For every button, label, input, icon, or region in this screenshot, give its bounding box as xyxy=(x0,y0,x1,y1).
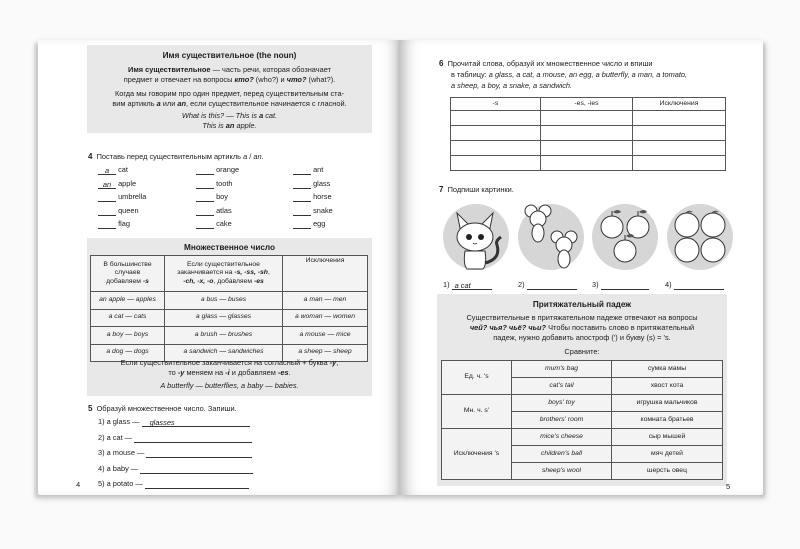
table-row: Мн. ч. s' boys' toy игрушка мальчиков xyxy=(442,395,723,412)
list-item: boy xyxy=(196,192,276,206)
task4-column-3 xyxy=(293,165,373,233)
possessive-rule-line3: падеж, нужно добавить апостроф (') и букву (s) = 's. xyxy=(493,333,671,342)
table-row: a cat — cats a glass — glasses a woman — women xyxy=(91,309,368,327)
plural-box-title: Множественное число xyxy=(184,243,275,252)
table-row: an apple — apples a bus — buses a man — men xyxy=(91,292,368,310)
answer-blank[interactable] xyxy=(196,166,214,175)
noun-box-title: Имя существительное (the noun) xyxy=(162,51,297,60)
table-row: sheep's wool шерсть овец xyxy=(442,463,723,480)
list-item: 5) a potato — xyxy=(98,479,253,495)
table-header: Исключения xyxy=(283,256,368,292)
article-example-1: What is this? — This is a cat. xyxy=(181,111,278,120)
list-item: horse xyxy=(293,192,373,206)
plural-y-example: A butterfly — butterflies, a baby — babies. xyxy=(160,381,299,390)
answer-line[interactable] xyxy=(146,449,252,458)
list-item: cake xyxy=(196,219,276,233)
list-item: a cat xyxy=(98,165,178,179)
list-item: 2) a cat — xyxy=(98,433,253,449)
answer-blank[interactable]: an xyxy=(98,180,116,189)
table-row: a boy — boys a brush — brushes a mouse — mice xyxy=(91,327,368,345)
answer-line[interactable] xyxy=(145,480,249,489)
answer-line[interactable] xyxy=(527,281,577,290)
possessive-rule-line1: Существительные в притяжательном падеже отвечают на вопросы xyxy=(466,313,698,322)
apples-picture xyxy=(592,204,658,270)
answer-blank[interactable] xyxy=(196,193,214,202)
table-header: -s xyxy=(451,98,541,111)
table-row xyxy=(451,156,726,171)
answer-blank[interactable] xyxy=(196,180,214,189)
task7-pictures xyxy=(439,197,739,275)
article-rule-line1: Когда мы говорим про один предмет, перед существительным ста- xyxy=(114,89,345,98)
answer-blank[interactable]: a xyxy=(98,166,116,175)
cat-picture xyxy=(443,204,509,270)
task4-instruction: 4 Поставь перед существительным артикль a / an. xyxy=(88,152,264,161)
task6-table xyxy=(450,97,726,171)
oranges-picture xyxy=(667,204,733,270)
plural-table xyxy=(90,255,368,362)
answer-blank[interactable] xyxy=(293,207,311,216)
list-item: flag xyxy=(98,219,178,233)
table-row: children's ball мяч детей xyxy=(442,446,723,463)
page-number-right: 5 xyxy=(726,482,731,491)
table-row: Ед. ч. 's mum's bag сумка мамы xyxy=(442,361,723,378)
task5-list xyxy=(98,417,253,495)
table-row xyxy=(451,126,726,141)
list-item: 3) a mouse — xyxy=(98,448,253,464)
table-header: В большинстве случаев добавляем -s xyxy=(91,256,165,292)
task5-instruction: 5 Образуй множественное число. Запиши. xyxy=(88,404,237,413)
task6-instruction-line2: в таблицу: a glass, a cat, a mouse, an egg, a butterfly, a man, a tomato, xyxy=(451,70,688,79)
list-item: 4) a baby — xyxy=(98,464,253,480)
answer-blank[interactable] xyxy=(293,166,311,175)
task4-column-2 xyxy=(196,165,276,233)
table-header: Если существительное заканчивается на -s, -ss, -sh, -ch, -x, -o, добавляем -es xyxy=(165,256,283,292)
noun-definition-line1: Имя существительное — часть речи, которая обозначает xyxy=(128,65,331,74)
possessive-rule-line2: чей? чья? чьё? чьи? Чтобы поставить слово в притяжательный xyxy=(469,323,695,332)
page-number-left: 4 xyxy=(76,480,81,489)
answer-blank[interactable] xyxy=(293,193,311,202)
answer-blank[interactable] xyxy=(293,180,311,189)
article-rule-line2: вим артикль a или an, если существительное начинается с гласной. xyxy=(112,99,347,108)
answer-blank[interactable] xyxy=(293,220,311,229)
picture-label-3: 3) xyxy=(592,280,649,290)
list-item: orange xyxy=(196,165,276,179)
table-row xyxy=(451,141,726,156)
left-page xyxy=(38,40,402,495)
list-item: atlas xyxy=(196,206,276,220)
list-item: glass xyxy=(293,179,373,193)
possessive-table xyxy=(441,360,723,480)
task4-column-1 xyxy=(98,165,178,233)
table-row: brothers' room комната братьев xyxy=(442,412,723,429)
mice-picture xyxy=(518,204,584,270)
list-item: an apple xyxy=(98,179,178,193)
answer-blank[interactable] xyxy=(196,220,214,229)
plural-y-rule-line2: то -y меняем на -i и добавляем -es. xyxy=(168,368,291,377)
answer-blank[interactable] xyxy=(98,193,116,202)
list-item: tooth xyxy=(196,179,276,193)
table-row: Исключения 's mice's cheese сыр мышей xyxy=(442,429,723,446)
answer-line[interactable] xyxy=(134,434,252,443)
plural-y-rule-line1: Если существительное заканчивается на согласный + буква -y, xyxy=(120,358,339,367)
article-example-2: This is an apple. xyxy=(202,121,257,130)
task6-instruction-line3: a sheep, a boy, a snake, a sandwich. xyxy=(451,81,573,90)
answer-blank[interactable] xyxy=(98,207,116,216)
compare-label: Сравните: xyxy=(564,347,600,356)
list-item: ant xyxy=(293,165,373,179)
table-header: -es, -ies xyxy=(541,98,633,111)
task6-instruction-line1: 6 Прочитай слова, образуй их множественное число и впиши xyxy=(439,59,653,68)
list-item: umbrella xyxy=(98,192,178,206)
answer-blank[interactable] xyxy=(196,207,214,216)
table-header: Исключения xyxy=(633,98,726,111)
answer-line[interactable] xyxy=(674,281,724,290)
picture-label-1: 1) a cat xyxy=(443,280,492,290)
answer-line[interactable]: glasses xyxy=(142,418,250,427)
answer-blank[interactable] xyxy=(98,220,116,229)
list-item: snake xyxy=(293,206,373,220)
list-item: queen xyxy=(98,206,178,220)
table-row: a dog — dogs a sandwich — sandwiches a sheep — sheep xyxy=(91,344,368,362)
noun-definition-line2: предмет и отвечает на вопросы кто? (who?) и что? (what?). xyxy=(123,75,336,84)
list-item: egg xyxy=(293,219,373,233)
task7-instruction: 7 Подпиши картинки. xyxy=(439,185,514,194)
picture-label-2: 2) xyxy=(518,280,577,290)
answer-line[interactable] xyxy=(601,281,649,290)
table-row xyxy=(451,111,726,126)
picture-label-4: 4) xyxy=(665,280,724,290)
answer-line[interactable] xyxy=(140,465,253,474)
list-item: 1) a glass — glasses xyxy=(98,417,253,433)
possessive-box-title: Притяжательный падеж xyxy=(532,300,632,309)
table-row: cat's tail хвост кота xyxy=(442,378,723,395)
right-page xyxy=(399,40,763,495)
answer-line[interactable]: a cat xyxy=(452,281,492,290)
